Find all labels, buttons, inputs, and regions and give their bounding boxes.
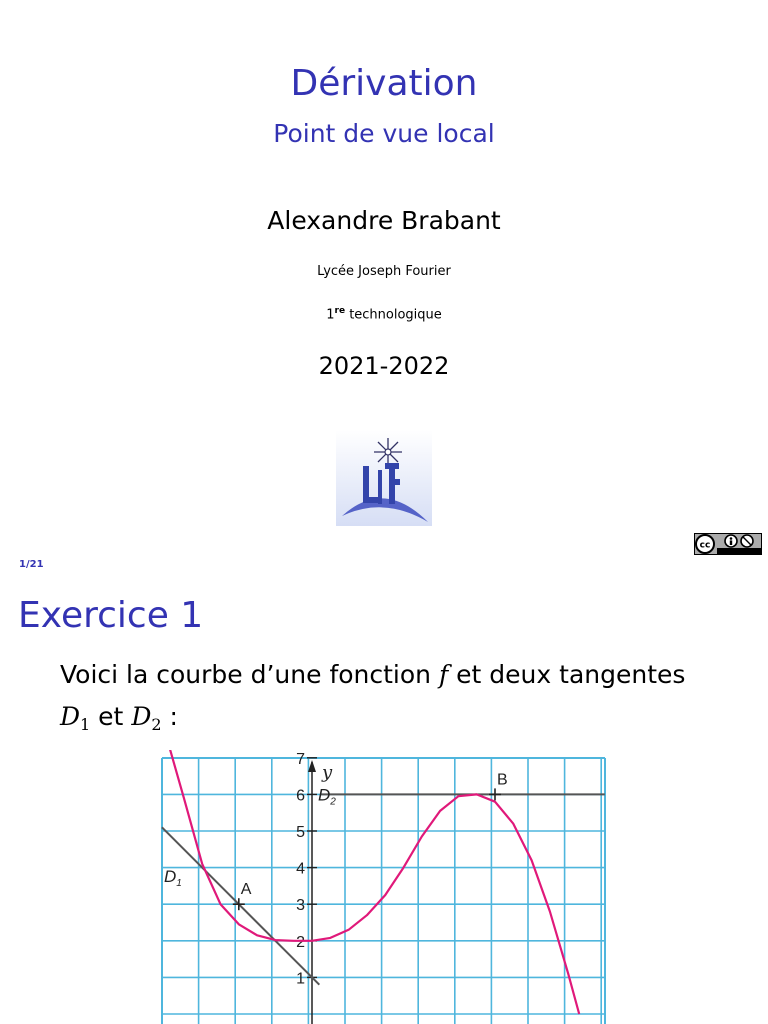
y-tick-label: 3 [296,897,305,915]
y-tick-label: 5 [296,824,305,841]
tangent-label-1: $D_1$ [164,867,182,890]
school-year: 2021-2022 [318,352,450,380]
grade-number: 1 [326,307,335,323]
y-tick-label: 2 [296,933,305,951]
creative-commons-license-icon [694,533,762,555]
function-graph [150,750,620,1024]
exercise-text-line-2 [60,700,178,742]
y-tick-label: 1 [296,970,305,988]
point-label-B: B [497,771,508,789]
author-name: Alexandre Brabant [267,206,501,235]
y-axis-label: y [322,762,333,783]
grade-text: technologique [349,307,442,323]
y-tick-label: 6 [296,787,305,805]
grade-level [0,302,768,324]
function-symbol: f [438,660,449,689]
page-number: 1/21 [19,559,44,570]
tangent-2-symbol: $D_2$ [131,702,162,734]
school-logo [336,430,432,526]
exercise-text-line-1 [60,658,685,692]
text-prefix: Voici la courbe d’une fonction [60,660,439,689]
text-suffix: et deux tangentes [448,660,686,689]
svg-text:cc: cc [699,540,711,551]
tangent-1-symbol: $D_1$ [60,702,91,734]
tangent-label-2: $D_2$ [318,785,336,808]
y-tick-label: 4 [296,860,305,878]
y-tick-label: 7 [296,750,305,768]
exercise-heading: Exercice 1 [18,595,204,636]
y-axis-arrow [308,760,316,772]
colon: : [161,702,178,731]
point-label-A: A [240,881,252,899]
school-name: Lycée Joseph Fourier [317,264,451,279]
function-curve [169,750,579,1014]
presentation-subtitle: Point de vue local [273,119,495,148]
conjunction: et [90,702,132,731]
presentation-title: Dérivation [290,63,478,104]
grade-superscript: re [334,306,346,316]
